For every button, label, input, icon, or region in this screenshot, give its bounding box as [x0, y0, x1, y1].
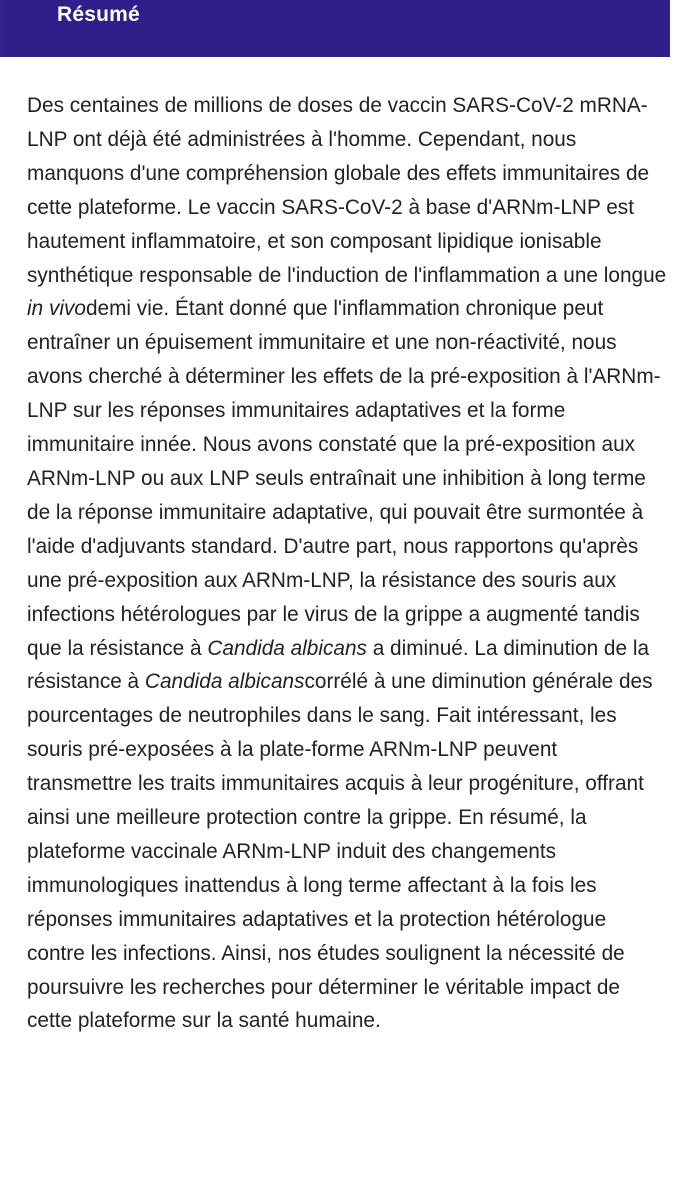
- abstract-text-4: corrélé à une diminution générale des pourcentages de neutrophiles dans le sang. Fait intéressant, les souris pré-exposées à la plate-forme ARNm-LNP peuvent transmettre les traits immunitaires acquis à leur progéniture, offrant ainsi une meilleure protection contre la grippe. En résumé, la plateforme vaccinale ARNm-LNP induit des changements immunologiques inattendus à long terme affectant à la fois les réponses immunitaires adaptatives et la protection hétérologue contre les infections. Ainsi, nos études soulignent la nécessité de poursuivre les recherches pour déterminer le véritable impact de cette plateforme sur la santé humaine.: [27, 670, 653, 1033]
- section-title: Résumé: [57, 3, 140, 26]
- abstract-paragraph: [27, 89, 667, 1038]
- abstract-italic-candida-2: Candida albicans: [144, 670, 305, 694]
- abstract-italic-in-vivo: in vivo: [27, 297, 86, 321]
- abstract-text-2: demi vie. Étant donné que l'inflammation chronique peut entraîner un épuisement immunitaire et une non-réactivité, nous avons cherché à déterminer les effets de la pré-exposition à l'ARNm-LNP sur les réponses immunitaires adaptatives et la forme immunitaire innée. Nous avons constaté que la pré-exposition aux ARNm-LNP ou aux LNP seuls entraînait une inhibition à long terme de la réponse immunitaire adaptative, qui pouvait être surmontée à l'aide d'adjuvants standard. D'autre part, nous rapportons qu'après une pré-exposition aux ARNm-LNP, la résistance des souris aux infections hétérologues par le virus de la grippe a augmenté tandis que la résistance à: [27, 297, 661, 660]
- abstract-italic-candida-1: Candida albicans: [207, 636, 367, 660]
- section-header-bar: [4, 0, 670, 57]
- abstract-text-1: Des centaines de millions de doses de vaccin SARS-CoV-2 mRNA-LNP ont déjà été administrées à l'homme. Cependant, nous manquons d'une compréhension globale des effets immunitaires de cette plateforme. Le vaccin SARS-CoV-2 à base d'ARNm-LNP est hautement inflammatoire, et son composant lipidique ionisable synthétique responsable de l'induction de l'inflammation a une longue: [27, 94, 667, 287]
- abstract-text-3: a diminué. La diminution de la résistance à: [27, 636, 650, 694]
- section-header: [0, 0, 676, 57]
